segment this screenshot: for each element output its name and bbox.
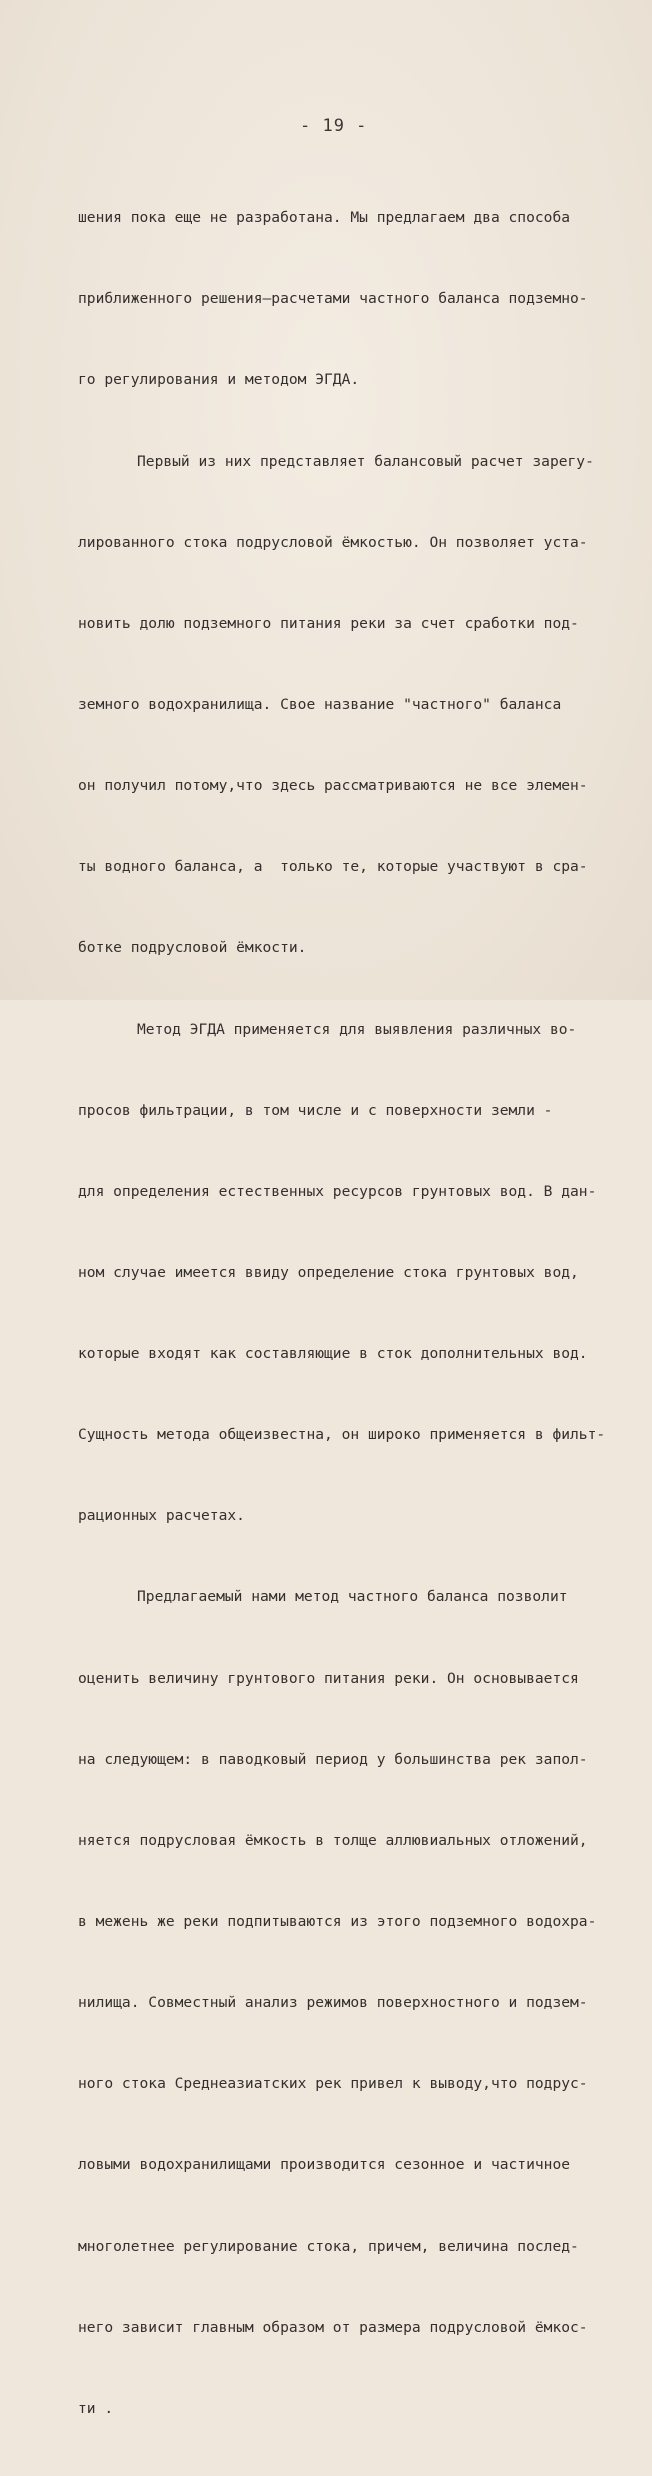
text-line: шения пока еще не разработана. Мы предлагаем два способа bbox=[78, 209, 571, 227]
text-line: в межень же реки подпитываются из этого подземного водохра- bbox=[78, 1913, 597, 1931]
text-line: ботке подрусловой ёмкости. bbox=[78, 939, 307, 957]
text-line: лированного стока подрусловой ёмкостью. Он позволяет уста- bbox=[78, 533, 588, 551]
text-line: ты водного баланса, а только те, которые участвуют в сра- bbox=[78, 858, 588, 876]
text-line: ловыми водохранилищами производится сезонное и частичное bbox=[78, 2156, 571, 2174]
paragraph-start-line: Первый из них представляет балансовый расчет зарегу- bbox=[137, 452, 594, 470]
text-line: приближенного решения–расчетами частного баланса подземно- bbox=[78, 290, 588, 308]
body-text bbox=[78, 150, 606, 2476]
text-line: новить долю подземного питания реки за счет сработки под- bbox=[78, 614, 579, 632]
text-line: многолетнее регулирование стока, причем, величина послед- bbox=[78, 2237, 579, 2255]
text-line: на следующем: в паводковый период у большинства рек запол- bbox=[78, 1750, 588, 1768]
paragraph-start-line: Предлагаемый нами метод частного баланса позволит bbox=[137, 1588, 568, 1606]
text-line: он получил потому,что здесь рассматриваются не все элемен- bbox=[78, 777, 588, 795]
text-line: Сущность метода общеизвестна, он широко применяется в фильт- bbox=[78, 1426, 606, 1444]
text-line: просов фильтрации, в том числе и с поверхности земли - bbox=[78, 1101, 553, 1119]
page-number: - 19 - bbox=[300, 116, 368, 136]
text-line: го регулирования и методом ЭГДА. bbox=[78, 371, 360, 389]
text-line: для определения естественных ресурсов грунтовых вод. В дан- bbox=[78, 1182, 597, 1200]
text-line: ном случае имеется ввиду определение стока грунтовых вод, bbox=[78, 1263, 579, 1281]
text-line: оценить величину грунтового питания реки. Он основывается bbox=[78, 1669, 579, 1687]
text-line: нилища. Совместный анализ режимов поверхностного и подзем- bbox=[78, 1994, 588, 2012]
text-line: ти . bbox=[78, 2399, 114, 2417]
text-line: земного водохранилища. Свое название "частного" баланса bbox=[78, 695, 562, 713]
text-line: рационных расчетах. bbox=[78, 1507, 245, 1525]
text-line: няется подрусловая ёмкость в толще аллювиальных отложений, bbox=[78, 1831, 588, 1849]
paragraph-start-line: Метод ЭГДА применяется для выявления различных во- bbox=[137, 1020, 577, 1038]
text-line: которые входят как составляющие в сток дополнительных вод. bbox=[78, 1345, 588, 1363]
text-line: ного стока Среднеазиатских рек привел к выводу,что подрус- bbox=[78, 2075, 588, 2093]
text-line: него зависит главным образом от размера подрусловой ёмкос- bbox=[78, 2318, 588, 2336]
